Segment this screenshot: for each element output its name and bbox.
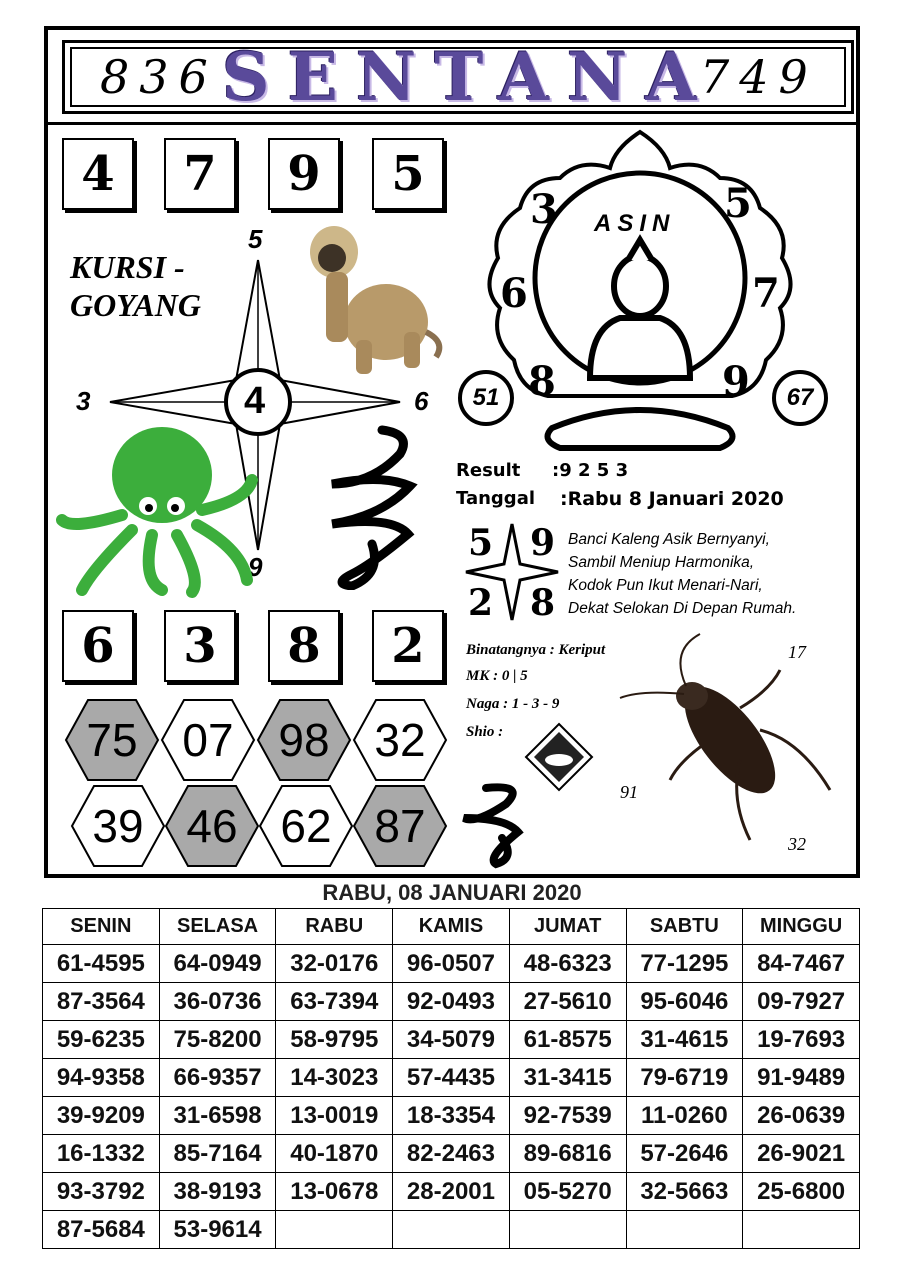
mk-detail: MK : 0 | 5: [466, 668, 528, 684]
hexagon-value: 62: [280, 800, 332, 852]
table-cell: 40-1870: [276, 1135, 393, 1173]
bottom-digit-box: 6: [62, 610, 134, 682]
table-cell: 59-6235: [43, 1021, 160, 1059]
table-cell: 32-0176: [276, 945, 393, 983]
table-cell: 91-9489: [743, 1059, 860, 1097]
hexagon-number: [160, 698, 256, 782]
table-cell: 26-9021: [743, 1135, 860, 1173]
table-cell: 31-3415: [509, 1059, 626, 1097]
table-cell: 92-0493: [393, 983, 510, 1021]
table-cell: 31-6598: [159, 1097, 276, 1135]
date-label: Tanggal: [456, 488, 536, 509]
roach-number-bottom: 32: [788, 834, 806, 854]
mini-star-number: 9: [530, 522, 556, 564]
table-cell: 61-8575: [509, 1021, 626, 1059]
table-cell: 64-0949: [159, 945, 276, 983]
history-table: [42, 908, 860, 1249]
star-left-number: 3: [76, 386, 91, 416]
star-bottom-number: 9: [248, 552, 263, 582]
amulet-left-circle: 51: [458, 370, 514, 426]
result-label: Result: [456, 460, 521, 481]
amulet-petal-number: 3: [530, 186, 558, 233]
amulet-right-circle: 67: [772, 370, 828, 426]
shio-detail: Shio :: [466, 724, 504, 740]
verse-line: Banci Kaleng Asik Bernyanyi,: [568, 531, 770, 548]
table-cell: 38-9193: [159, 1173, 276, 1211]
amulet-petal-number: 9: [722, 358, 750, 405]
table-cell: 05-5270: [509, 1173, 626, 1211]
table-row: [43, 1211, 860, 1249]
hexagon-number: [352, 698, 448, 782]
table-cell: 36-0736: [159, 983, 276, 1021]
table-cell: 27-5610: [509, 983, 626, 1021]
table-cell: [509, 1211, 626, 1249]
hexagon-value: 39: [92, 800, 144, 852]
table-cell: 84-7467: [743, 945, 860, 983]
hexagon-number: [64, 698, 160, 782]
column-header: SELASA: [159, 909, 276, 945]
column-header: SABTU: [626, 909, 743, 945]
table-cell: 77-1295: [626, 945, 743, 983]
column-header: RABU: [276, 909, 393, 945]
mini-star-number: 8: [530, 582, 556, 624]
bottom-digit-box: 3: [164, 610, 236, 682]
table-cell: 85-7164: [159, 1135, 276, 1173]
star-top-number: 5: [248, 224, 263, 254]
table-cell: 53-9614: [159, 1211, 276, 1249]
kursi-line-1: KURSI -: [70, 249, 185, 285]
naga-detail: Naga : 1 - 3 - 9: [466, 696, 560, 712]
table-cell: 75-8200: [159, 1021, 276, 1059]
table-row: [43, 1021, 860, 1059]
header-left-number: 836: [100, 50, 218, 104]
table-cell: 16-1332: [43, 1135, 160, 1173]
kursi-line-2: GOYANG: [70, 287, 201, 323]
verse-line: Sambil Meniup Harmonika,: [568, 554, 755, 571]
table-cell: 96-0507: [393, 945, 510, 983]
table-row: [43, 1097, 860, 1135]
table-cell: 34-5079: [393, 1021, 510, 1059]
header-divider: [48, 122, 856, 125]
roach-number-left: 91: [620, 782, 638, 802]
table-cell: 92-7539: [509, 1097, 626, 1135]
amulet-label: ASIN: [594, 210, 676, 237]
table-row: [43, 1135, 860, 1173]
table-header-row: [43, 909, 860, 945]
star-center-number: 4: [244, 380, 266, 422]
header-right-number: 749: [700, 50, 818, 104]
brand-title: SENTANA: [222, 38, 715, 116]
table-cell: 94-9358: [43, 1059, 160, 1097]
verse-text: [568, 528, 796, 620]
binatang-detail: Binatangnya : Keriput: [466, 642, 606, 658]
table-cell: 13-0678: [276, 1173, 393, 1211]
table-cell: 25-6800: [743, 1173, 860, 1211]
octopus-icon: [52, 420, 262, 600]
hexagon-number: [70, 784, 166, 868]
table-cell: [276, 1211, 393, 1249]
bottom-digit-box: 8: [268, 610, 340, 682]
hexagon-value: 87: [374, 800, 426, 852]
table-cell: [393, 1211, 510, 1249]
table-cell: 26-0639: [743, 1097, 860, 1135]
table-cell: 28-2001: [393, 1173, 510, 1211]
table-cell: 93-3792: [43, 1173, 160, 1211]
table-cell: 13-0019: [276, 1097, 393, 1135]
amulet-petal-number: 7: [752, 270, 780, 317]
hexagon-number: [256, 698, 352, 782]
table-cell: 32-5663: [626, 1173, 743, 1211]
top-digit-box: 5: [372, 138, 444, 210]
hexagon-value: 98: [278, 714, 330, 766]
roach-number-top: 17: [788, 642, 806, 662]
amulet-petal-number: 8: [528, 358, 556, 405]
column-header: MINGGU: [743, 909, 860, 945]
date-title: RABU, 08 JANUARI 2020: [322, 880, 582, 905]
mini-star-number: 2: [468, 582, 494, 624]
hexagon-number: [164, 784, 260, 868]
table-cell: 31-4615: [626, 1021, 743, 1059]
table-cell: 79-6719: [626, 1059, 743, 1097]
table-cell: 18-3354: [393, 1097, 510, 1135]
calligraphy-symbol-icon: [312, 424, 430, 590]
table-cell: 09-7927: [743, 983, 860, 1021]
column-header: KAMIS: [393, 909, 510, 945]
table-row: [43, 983, 860, 1021]
table-cell: 87-5684: [43, 1211, 160, 1249]
hexagon-value: 32: [374, 714, 426, 766]
hexagon-number: [258, 784, 354, 868]
table-cell: 14-3023: [276, 1059, 393, 1097]
table-cell: 39-9209: [43, 1097, 160, 1135]
column-header: SENIN: [43, 909, 160, 945]
hexagon-number: [352, 784, 448, 868]
verse-line: Kodok Pun Ikut Menari-Nari,: [568, 577, 763, 594]
table-cell: 48-6323: [509, 945, 626, 983]
cockroach-icon: [610, 630, 850, 850]
table-cell: 82-2463: [393, 1135, 510, 1173]
table-cell: 57-2646: [626, 1135, 743, 1173]
bottom-digit-box: 2: [372, 610, 444, 682]
monkey-icon: [286, 212, 446, 382]
hexagon-value: 46: [186, 800, 238, 852]
table-cell: 87-3564: [43, 983, 160, 1021]
date-value: :Rabu 8 Januari 2020: [560, 488, 784, 510]
table-cell: 95-6046: [626, 983, 743, 1021]
table-row: [43, 945, 860, 983]
amulet-petal-number: 6: [500, 270, 528, 317]
verse-line: Dekat Selokan Di Depan Rumah.: [568, 600, 797, 617]
table-cell: 57-4435: [393, 1059, 510, 1097]
amulet-petal-number: 5: [724, 180, 752, 227]
calligraphy-small-icon: [456, 778, 536, 870]
top-digit-box: 9: [268, 138, 340, 210]
top-digit-box: 4: [62, 138, 134, 210]
table-cell: [743, 1211, 860, 1249]
table-cell: 11-0260: [626, 1097, 743, 1135]
table-row: [43, 1059, 860, 1097]
table-cell: 89-6816: [509, 1135, 626, 1173]
top-digit-box: 7: [164, 138, 236, 210]
star-right-number: 6: [414, 386, 429, 416]
table-cell: 66-9357: [159, 1059, 276, 1097]
table-cell: 58-9795: [276, 1021, 393, 1059]
table-row: [43, 1173, 860, 1211]
table-cell: 63-7394: [276, 983, 393, 1021]
mini-star-number: 5: [468, 522, 494, 564]
table-cell: 61-4595: [43, 945, 160, 983]
table-cell: 19-7693: [743, 1021, 860, 1059]
column-header: JUMAT: [509, 909, 626, 945]
table-cell: [626, 1211, 743, 1249]
result-value: :9 2 5 3: [552, 460, 629, 481]
hexagon-value: 75: [86, 714, 138, 766]
hexagon-value: 07: [182, 714, 234, 766]
